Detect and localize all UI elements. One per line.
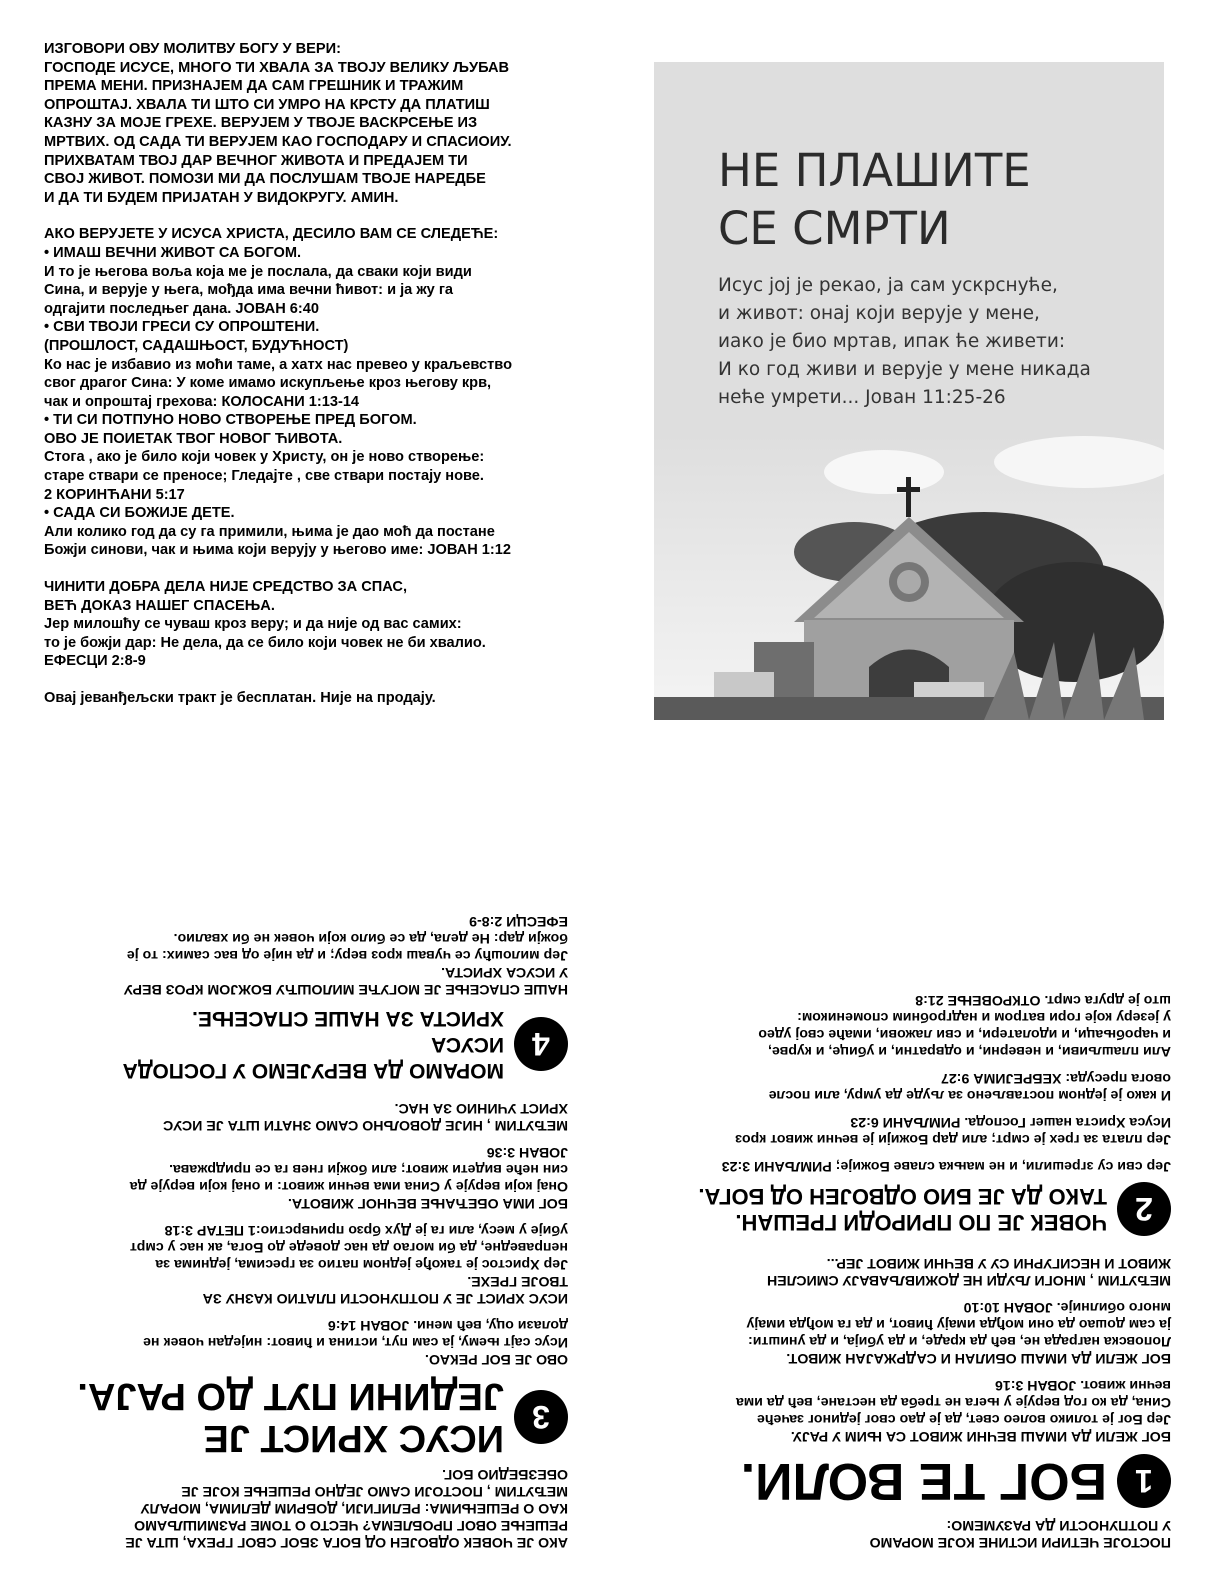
cover-title-line: СЕ СМРТИ <box>718 202 951 255</box>
cover-verse-line: И ко год живи и верује у мене никада <box>718 359 1091 380</box>
body-line: Јер милошћу се чуваш кроз веру; и да није од вас самих: то је <box>126 947 568 963</box>
truth-3-title-line: ЈЕДИНИ ПУТ ДО РАЈА. <box>77 1375 504 1417</box>
prayer-panel <box>44 40 604 708</box>
results-line: • СВИ ТВОЈИ ГРЕСИ СУ ОПРОШТЕНИ. <box>44 319 320 336</box>
truth-2-title-line: ТАКО ДА ЈЕ БИО ОДВОЈЕН ОД БОГА. <box>698 1184 1107 1209</box>
results-line: Божји синови, чак и њима који верују у његово име: ЈОВАН 1:12 <box>44 542 511 559</box>
body-line: Онај који верује у Сина има вечни живот: и онај који верује да <box>129 1178 568 1194</box>
truth-4-heading <box>44 1005 568 1083</box>
truth-number-badge: 4 <box>514 1017 568 1071</box>
body-line: син неће видети живот; али божји гнев га се придржава. <box>169 1161 568 1177</box>
solution-intro <box>44 1465 568 1550</box>
results-line: 2 КОРИНЋАНИ 5:17 <box>44 486 185 503</box>
truth-3-title-line: ИСУС ХРИСТ ЈЕ <box>203 1417 504 1459</box>
cover-verse-line: Исус јој је рекао, ја сам ускрснуће, <box>718 275 1058 296</box>
truth-1-title: БОГ ТЕ ВОЛИ. <box>740 1452 1107 1510</box>
body-line: убије у месу, али га је Дух брзо причврстио:1 ПЕТАР 3:18 <box>164 1222 568 1238</box>
body-line: долази оцу, већ мени. ЈОВАН 14:6 <box>327 1317 568 1333</box>
works-line: ЧИНИТИ ДОБРА ДЕЛА НИЈЕ СРЕДСТВО ЗА СПАС, <box>44 579 408 596</box>
truth-3-body <box>44 1099 568 1367</box>
truth-4-title-line: ХРИСТА ЗА НАШЕ СПАСЕЊЕ. <box>192 1007 504 1030</box>
results-line: Стога , ако је било који човек у Христу, он је ново створење: <box>44 449 485 466</box>
cover-verse-line: и живот: онај који верује у мене, <box>718 303 1040 324</box>
truth-4-body <box>44 912 568 997</box>
body-line: ХРИСТ УЧИНИО ЗА НАС. <box>394 1100 568 1116</box>
cover-title <box>718 142 1031 258</box>
body-line: вечни живот. ЈОВАН 3:16 <box>994 1377 1171 1393</box>
truth-1-body <box>656 1254 1171 1444</box>
body-line: много обилније. ЈОВАН 10:10 <box>963 1299 1171 1315</box>
body-line: БОГ ЖЕЛИ ДА ИМАШ ВЕЧНИ ЖИВОТ СА ЊИМ У РАЈУ. <box>790 1428 1171 1444</box>
prayer-line: ИЗГОВОРИ ОВУ МОЛИТВУ БОГУ У ВЕРИ: <box>44 41 341 57</box>
body-line: ИСУС ХРИСТ ЈЕ У ПОТПУНОСТИ ПЛАТИО КАЗНУ ЗА <box>202 1290 568 1306</box>
panel-truths-3-4 <box>44 820 568 1550</box>
prayer-line: СВОЈ ЖИВОТ. ПОМОЗИ МИ ДА ПОСЛУШАМ ТВОЈЕ НАРЕДБЕ <box>44 171 486 188</box>
free-note: Овај јеванђељски тракт је бесплатан. Није на продају. <box>44 690 436 706</box>
cover-panel <box>654 62 1164 720</box>
results-line: ОВО ЈЕ ПОИЕТАК ТВОГ НОВОГ ЋИВОТА. <box>44 430 343 447</box>
results-line: Ко нас је избавио из моћи таме, а хатх нас превео у краљевство <box>44 356 512 373</box>
body-line: МЕЂУТИМ , НИЈЕ ДОВОЉНО САМО ЗНАТИ ШТА ЈЕ ИСУС <box>163 1117 568 1133</box>
prayer-line: ПРИХВАТАМ ТВОЈ ДАР ВЕЧНОГ ЖИВОТА И ПРЕДАЈЕМ ТИ <box>44 152 468 169</box>
works-line: ВЕЋ ДОКАЗ НАШЕГ СПАСЕЊА. <box>44 597 275 614</box>
chapel-photo <box>654 432 1164 720</box>
results-line: свог драгог Сина: У коме имамо искупљење кроз његову крв, <box>44 375 492 392</box>
truth-4-title-line: МОРАМО ДА ВЕРУЈЕМО У ГОСПОДА ИСУСА <box>122 1033 504 1082</box>
cover-verse <box>718 272 1158 412</box>
prayer-line: ГОСПОДЕ ИСУСЕ, МНОГО ТИ ХВАЛА ЗА ТВОЈУ ВЕЛИКУ ЉУБАВ <box>44 59 510 76</box>
prayer-line: КАЗНУ ЗА МОЈЕ ГРЕХЕ. ВЕРУЈЕМ У ТВОЈЕ ВАСКРСЕЊЕ ИЗ <box>44 115 478 132</box>
body-line: ТВОЈЕ ГРЕХЕ. <box>467 1273 568 1289</box>
results-line: (ПРОШЛОСТ, САДАШЊОСТ, БУДУЋНОСТ) <box>44 337 349 354</box>
body-line: неправедне, да би могао да нас доведе до Бога, ак нас у смрт <box>129 1239 568 1255</box>
intro-line: АКО ЈЕ ЧОВЕК ОДВОЈЕН ОД БОГА ЗБОГ СВОГ ГРЕХА, ШТА ЈЕ <box>125 1534 568 1550</box>
body-line: ОВО ЈЕ БОГ РЕКАО. <box>424 1351 568 1367</box>
prayer-line: ОПРОШТАЈ. ХВАЛА ТИ ШТО СИ УМРО НА КРСТУ ДА ПЛАТИШ <box>44 96 490 113</box>
body-line: божји дар: Не дела, да се било који човек не би хвалио. <box>173 930 568 946</box>
body-line: И како је једном постављено за људе да умру, али после <box>768 1087 1171 1103</box>
prayer-block <box>44 40 604 207</box>
truth-number-badge: 2 <box>1117 1182 1171 1236</box>
body-line: МЕЂУТИМ , МНОГИ ЉУДИ НЕ ДОЖИВЉАВАЈУ СМИСЛЕН <box>766 1272 1171 1288</box>
results-line: • ИМАШ ВЕЧНИ ЖИВОТ СА БОГОМ. <box>44 244 302 261</box>
prayer-line: ПРЕМА МЕНИ. ПРИЗНАЈЕМ ДА САМ ГРЕШНИК И ТРАЖИМ <box>44 78 464 95</box>
truth-2-title <box>698 1183 1107 1235</box>
truth-number-badge: 3 <box>514 1390 568 1444</box>
intro-line: КАО О РЕШЕЊИМА: РЕЛИГИЈИ, ДОБРИМ ДЕЛИМА, МОРАЛУ <box>140 1500 568 1516</box>
truth-number-badge: 1 <box>1117 1454 1171 1508</box>
body-line: ЖИВОТ И НЕСИГУРНИ СУ У ВЕЧНИ ЖИВОТ ЈЕР... <box>826 1255 1171 1271</box>
body-line: Сина, да ко год верује у њега не треба да нестане, већ да има <box>736 1394 1171 1410</box>
body-line: у језеру које гори ватром и надгробним спомеником: <box>797 1009 1171 1025</box>
results-line: чак и опроштај грехова: КОЛОСАНИ 1:13-14 <box>44 393 360 410</box>
truth-1-heading <box>656 1452 1171 1510</box>
truth-3-heading <box>44 1375 568 1459</box>
results-line: АКО ВЕРУЈЕТЕ У ИСУСА ХРИСТА, ДЕСИЛО ВАМ СЕ СЛЕДЕЋЕ: <box>44 226 499 243</box>
body-line: Јер Бог је толико волео свет, да је дао свог јединог зачеће <box>756 1411 1171 1427</box>
results-line: Сина, и верује у њега, мођда има вечни ћивот: и ја жу га <box>44 282 454 299</box>
cover-verse-line: неће умрети... Јован 11:25-26 <box>718 387 1006 408</box>
body-line: Јер сви су згрешили, и не мањка славе Божије; РИМЉАНИ 3:23 <box>721 1158 1171 1174</box>
works-line: Јер милошћу се чуваш кроз веру; и да није од вас самих: <box>44 616 462 633</box>
results-line: Али колико год да су га примили, њима је дао моћ да постане <box>44 523 495 540</box>
truth-4-title <box>44 1005 504 1083</box>
body-line: Лоповска награда не, већ да краде, и да убија, и да уништи: <box>748 1333 1171 1349</box>
results-line: старе ствари се преносе; Гледајте , све ствари постају нове. <box>44 468 484 485</box>
body-line: Исус сајт њему, ја сам пут, истина и ћивот: ниједан човек не <box>143 1334 568 1350</box>
body-line: Јер плата за грех је смрт; али дар Божији је вечни живот кроз <box>735 1131 1171 1147</box>
results-line: И то је његова воља која ме је послала, да сваки који види <box>44 263 472 280</box>
cover-title-line: НЕ ПЛАШИТЕ <box>718 144 1031 197</box>
truth-2-heading <box>656 1182 1171 1236</box>
body-line: БОГ ИМА ОБЕЋАЊЕ ВЕЧНОГ ЖИВОТА. <box>287 1195 568 1211</box>
intro-line: РЕШЕЊЕ ОВОГ ПРОБЛЕМА? ЧЕСТО О ТОМЕ РАЗМИШЉАМО <box>134 1517 568 1533</box>
body-line: овога пресуда: ХЕБРЕЈИМА 9:27 <box>940 1070 1171 1086</box>
prayer-line: И ДА ТИ БУДЕМ ПРИЈАТАН У ВИДОКРУГУ. АМИН. <box>44 189 399 206</box>
intro-line: ОБЕЗБЕДИО БОГ. <box>442 1466 568 1482</box>
body-line: и чаробњаци, и идолатери, и сви лажови, имаће свој удео <box>758 1026 1171 1042</box>
body-line: БОГ ЖЕЛИ ДА ИМАШ ОБИЛАН И САДРЖАЈАН ЖИВОТ. <box>786 1350 1171 1366</box>
results-block <box>44 225 604 560</box>
body-line: Јер Христос је такође једном патио за гресима, једнима за <box>155 1256 568 1272</box>
body-line: што је друга смрт. ОТКРОВЕЊЕ 21:8 <box>915 992 1171 1008</box>
intro-line: ПОСТОЈЕ ЧЕТИРИ ИСТИНЕ КОЈЕ МОРАМО <box>869 1534 1171 1550</box>
body-line: У ИСУСА ХРИСТА. <box>441 964 568 980</box>
panel-truths-1-2 <box>656 820 1171 1550</box>
truth-2-title-line: ЧОВЕК ЈЕ ПО ПРИРОДИ ГРЕШАН. <box>735 1210 1107 1235</box>
truth-3-title <box>77 1375 504 1459</box>
results-line: • ТИ СИ ПОТПУНО НОВО СТВОРЕЊЕ ПРЕД БОГОМ. <box>44 412 417 429</box>
truths-intro <box>656 1516 1171 1550</box>
works-line: то је божји дар: Не дела, да се било који човек не би хвалио. <box>44 634 486 651</box>
intro-line: У ПОТПУНОСТИ ДА РАЗУМЕМО: <box>946 1517 1171 1533</box>
works-block <box>44 578 604 671</box>
body-line: ја сам дошао да они мођда имају ћивот, и да га мођда имају <box>746 1316 1171 1332</box>
intro-line: МЕЂУТИМ , ПОСТОЈИ САМО ЈЕДНО РЕШЕЊЕ КОЈЕ ЈЕ <box>181 1483 568 1499</box>
results-line: одгајити последњег дана. ЈОВАН 6:40 <box>44 300 320 317</box>
works-line: ЕФЕСЦИ 2:8-9 <box>44 653 146 670</box>
truth-2-body <box>656 991 1171 1174</box>
body-line: ЕФЕСЦИ 2:8-9 <box>469 913 568 929</box>
body-line: НАШЕ СПАСЕЊЕ ЈЕ МОГУЋЕ МИЛОШЋУ БОЖЈОМ КРОЗ ВЕРУ <box>123 981 568 997</box>
prayer-line: МРТВИХ. ОД САДА ТИ ВЕРУЈЕМ КАО ГОСПОДАРУ И СПАСИОИУ. <box>44 133 512 150</box>
results-line: • САДА СИ БОЖИЈЕ ДЕТЕ. <box>44 505 235 522</box>
cover-verse-line: иако је био мртав, ипак ће живети: <box>718 331 1066 352</box>
body-line: ЈОВАН 3:36 <box>486 1144 568 1160</box>
body-line: Али плашљиви, и неверни, и одвратни, и убице, и курве, <box>768 1043 1171 1059</box>
body-line: Исуса Христа нашег Господа. РИМЉАНИ 6:23 <box>850 1114 1171 1130</box>
